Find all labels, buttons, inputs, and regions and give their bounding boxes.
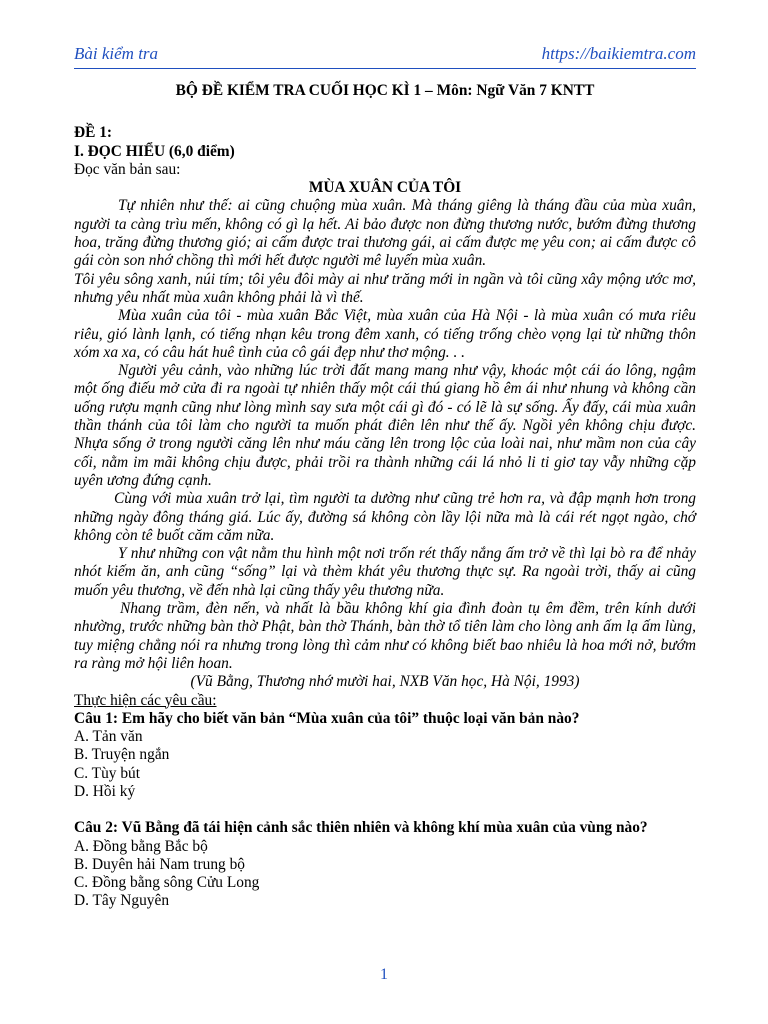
page-number: 1 [380, 966, 388, 983]
reading-instruction: Đọc văn bản sau: [74, 160, 181, 178]
question-2-option-c: C. Đồng bằng sông Cửu Long [74, 874, 260, 892]
story-paragraph: Tự nhiên như thế: ai cũng chuộng mùa xuân. Mà tháng giêng là tháng đầu của mùa xuân, người ta càng trìu mến, không có gì lạ hết. Ai bảo được non đừng thương nước, bướm đừng thương hoa, trăng đừng thương gió; ai cấm được trai thương gái, ai cấm được mẹ yêu con; ai cấm được cô gái còn son nhớ chồng thì mới hết được người mê luyến mùa xuân. [74, 197, 696, 270]
story-title: MÙA XUÂN CỦA TÔI [308, 179, 462, 197]
header-url-link[interactable]: https://baikiemtra.com [541, 44, 696, 63]
page-header [74, 42, 696, 69]
question-2-option-b: B. Duyên hải Nam trung bộ [74, 855, 245, 873]
question-2-option-a: A. Đồng bằng Bắc bộ [74, 837, 208, 855]
spacer [74, 801, 696, 819]
exam-number: ĐỀ 1: [74, 124, 113, 142]
question-1-option-a: A. Tản văn [74, 728, 143, 746]
header-site-name: Bài kiểm tra [74, 44, 159, 63]
question-2: Câu 2: Vũ Bằng đã tái hiện cảnh sắc thiên nhiên và không khí mùa xuân của vùng nào? [74, 819, 648, 837]
section-heading: I. ĐỌC HIỂU (6,0 điểm) [74, 142, 235, 160]
question-2-option-d: D. Tây Nguyên [74, 892, 170, 910]
question-1-option-b: B. Truyện ngắn [74, 746, 170, 764]
story-text [74, 197, 696, 673]
document-title: BỘ ĐỀ KIỂM TRA CUỐI HỌC KÌ 1 – Môn: Ngữ Văn 7 KNTT [175, 82, 595, 99]
story-paragraph: Y như những con vật nằm thu hình một nơi trốn rét thấy nắng ấm trở về thì lại bò ra để nhảy nhót kiếm ăn, anh cũng “sống” lại và thèm khát yêu thương thực sự. Ra ngoài trời, thấy ai cũng muốn yêu thương, về đến nhà lại cũng thấy yêu thương nữa. [74, 545, 696, 599]
story-paragraph: Tôi yêu sông xanh, núi tím; tôi yêu đôi mày ai như trăng mới in ngần và tôi cũng xây mộng ước mơ, nhưng yêu nhất mùa xuân không phải là vì thế. [74, 270, 696, 306]
story-paragraph: Mùa xuân của tôi - mùa xuân Bắc Việt, mùa xuân của Hà Nội - là mùa xuân có mưa riêu riêu, gió lành lạnh, có tiếng nhạn kêu trong đêm xanh, có tiếng trống chèo vọng lại từ những thôn xóm xa xa, có câu hát huê tình của cô gái đẹp như thơ mộng. . . [74, 307, 696, 361]
question-1-option-d: D. Hồi ký [74, 782, 136, 800]
task-label: Thực hiện các yêu cầu: [74, 691, 217, 709]
question-1-option-c: C. Tùy bút [74, 764, 140, 782]
story-paragraph: Nhang trầm, đèn nến, và nhất là bầu không khí gia đình đoàn tụ êm đềm, trên kính dưới nhường, trước những bàn thờ Phật, bàn thờ Thánh, bàn thờ tổ tiên làm cho lòng anh ấm lạ ấm lùng, tuy miệng chẳng nói ra nhưng trong lòng thì cảm như có không biết bao nhiêu là hoa mới nở, bướm ra ràng mở hội liên hoan. [74, 600, 696, 672]
story-source: (Vũ Bằng, Thương nhớ mười hai, NXB Văn học, Hà Nội, 1993) [190, 673, 580, 691]
document-body [74, 82, 696, 911]
question-1: Câu 1: Em hãy cho biết văn bản “Mùa xuân của tôi” thuộc loại văn bản nào? [74, 709, 580, 727]
story-paragraph: Cùng với mùa xuân trở lại, tìm người ta dường như cũng trẻ hơn ra, và đập mạnh hơn trong những ngày đông tháng giá. Lúc ấy, đường sá không còn lầy lội nữa mà là cái rét ngọt ngào, chớ không còn tê buốt căm căm nữa. [74, 490, 696, 544]
story-paragraph: Người yêu cảnh, vào những lúc trời đất mang mang như vậy, khoác một cái áo lông, ngậm một ống điếu mở cửa đi ra ngoài tự nhiên thấy một cái thú giang hồ êm ái như nhung và không cần uống rượu mạnh cũng như lòng mình say sưa một cái gì đó - có lẽ là sự sống. Ấy đấy, cái mùa xuân thần thánh của tôi làm cho người ta muốn phát điên lên như thế ấy. Ngồi yên không chịu được. Nhựa sống ở trong người căng lên như máu căng lên trong lộc của loài nai, như mầm non của cây cối, nằm im mãi không chịu được, phải trồi ra thành những cái lá nhỏ li ti giơ tay vẫy những cặp uyên ương đứng cạnh. [74, 362, 696, 489]
